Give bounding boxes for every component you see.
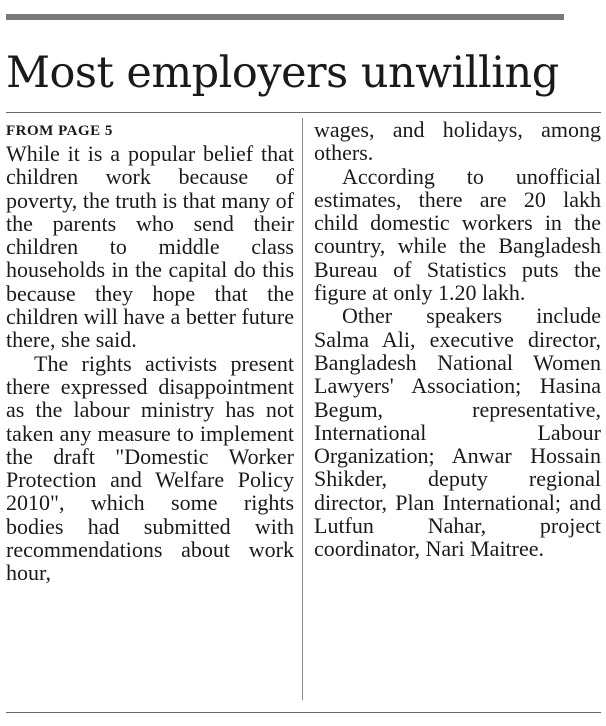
headline-rule [6, 112, 601, 113]
paragraph-3: According to unofficial estimates, there are 20 lakh child domestic workers in the country, while the Bangladesh Bureau of Statistics puts the figure at only 1.20 lakh. [314, 163, 601, 306]
headline: Most employers unwilling [6, 48, 559, 98]
paragraph-4: Other speakers include Salma Ali, executive director, Bangladesh National Women Lawyers' Association; Hasina Begum, representative, International Labour Organization; Anwar Hossain Shikder, deputy regional director, Plan International; and Lutfun Nahar, project coordinator, Nari Maitree. [314, 303, 601, 562]
article-column-right [314, 118, 601, 561]
article-column-left [6, 118, 294, 585]
paragraph-2-continued: wages, and holidays, among others. [314, 117, 601, 166]
continuation-kicker: FROM PAGE 5 [6, 123, 113, 139]
paragraph-2: The rights activists present there expressed disappointment as the labour ministry has not taken any measure to implement the draft "Domestic Worker Protection and Welfare Policy 2010", which some rights bodies had submitted with recommendations about work hour, [6, 350, 294, 586]
paragraph-1: While it is a popular belief that children work because of poverty, the truth is that many of the parents who send their children to middle class households in the capital do this because they hope that the children will have a better future there, she said. [6, 141, 294, 353]
top-rule [6, 14, 564, 20]
column-divider [302, 118, 303, 700]
bottom-rule [6, 712, 601, 713]
